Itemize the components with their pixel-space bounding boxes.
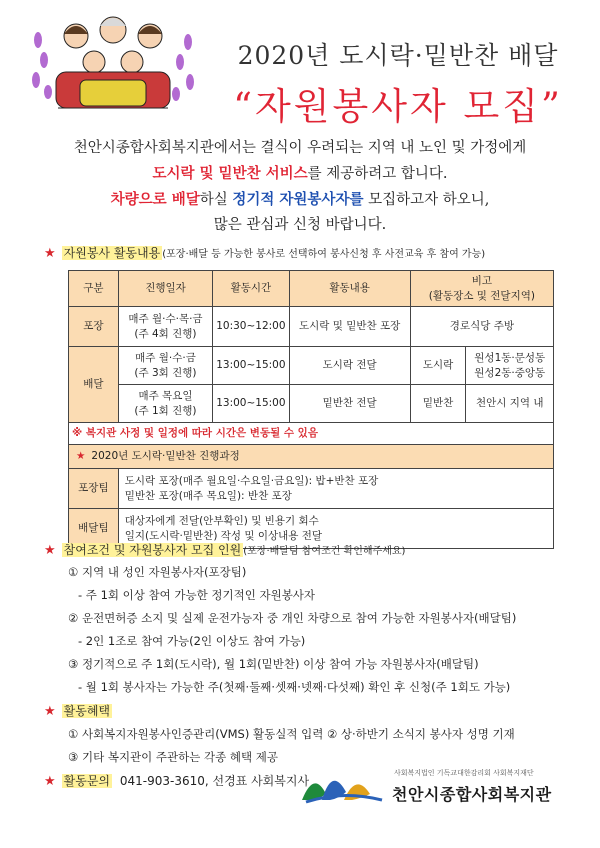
- logo-mark-icon: [300, 764, 384, 804]
- process-title-text: 2020년 도시락·밑반찬 진행과정: [91, 450, 240, 462]
- pack-date-days: 매주 월·수·목·금: [128, 312, 203, 325]
- process-title: [69, 445, 554, 469]
- intro-line-4: 많은 관심과 신청 바랍니다.: [213, 217, 387, 233]
- intro-regular-highlight: 정기적 자원봉사자를: [232, 191, 364, 208]
- table-process-row: [69, 445, 554, 469]
- headline-subtitle: 2020년 도시락·밑반찬 배달: [237, 41, 559, 70]
- table-warning-row: [69, 423, 554, 445]
- row-label-delivery: 배달: [69, 347, 119, 423]
- table-header-row: [69, 271, 554, 307]
- deliv1-area-2: 원성2동·중앙동: [474, 366, 546, 379]
- pack-date-count: (주 4회 진행): [134, 327, 197, 340]
- header-category: 구분: [69, 271, 119, 307]
- pack-date: [118, 307, 212, 347]
- intro-line-2: [20, 161, 580, 187]
- condition-2-detail: - 2인 1조로 참여 가능(2인 이상도 참여 가능): [78, 634, 306, 648]
- pack-team-line-1: 도시락 포장(매주 월요일·수요일·금요일): 밥+반찬 포장: [124, 474, 379, 487]
- intro-line-3: [20, 187, 580, 213]
- header-date: 진행일자: [118, 271, 212, 307]
- section-inquiry-title: 활동문의: [63, 774, 111, 788]
- deliv2-remark-area: 천안시 지역 내: [466, 385, 554, 423]
- deliv1-date: [118, 347, 212, 385]
- deliv2-date-days: 매주 목요일: [138, 389, 193, 402]
- condition-3-detail: - 월 1회 봉사자는 가능한 주(첫째·둘째·셋째·넷째·다섯째) 확인 후 신청(주 1회도 가능): [78, 680, 511, 694]
- logo-subtitle: 사회복지법인 기독교대한감리회 사회복지재단: [394, 769, 534, 777]
- deliv2-time: 13:00~15:00: [213, 385, 289, 423]
- schedule-change-warning: ※ 복지관 사정 및 일정에 따라 시간은 변동될 수 있음: [69, 423, 554, 445]
- organization-logo: [300, 762, 590, 812]
- deliv2-content: 밑반찬 전달: [289, 385, 410, 423]
- condition-2: ② 운전면허증 소지 및 실제 운전가능자 중 개인 차량으로 참여 가능한 자원봉사자(배달팀): [68, 611, 517, 625]
- headline-title: “자원봉사자 모집”: [233, 85, 563, 128]
- lavender-left: [32, 32, 52, 99]
- deliv2-date: [118, 385, 212, 423]
- lavender-right: [172, 34, 194, 101]
- pack-team-line-2: 밑반찬 포장(매주 목요일): 반찬 포장: [124, 489, 292, 502]
- intro-vehicle-highlight: 차량으로 배달: [110, 191, 200, 208]
- delivery-team-line-1: 대상자에게 전달(안부확인) 및 빈용기 회수: [124, 514, 319, 527]
- deliv1-remark-type: 도시락: [410, 347, 466, 385]
- section-conditions: [44, 541, 405, 558]
- pack-time: 10:30~12:00: [213, 307, 289, 347]
- deliv1-time: 13:00~15:00: [213, 347, 289, 385]
- pack-remark: 경로식당 주방: [410, 307, 553, 347]
- deliv1-remark-area: [466, 347, 554, 385]
- delivery-team-line-2: 일지(도시락·밑반찬) 작성 및 이상내용 전달: [124, 529, 323, 542]
- table-row-pack-team: [69, 469, 554, 509]
- logo-name: 천안시종합사회복지관: [392, 785, 552, 804]
- benefit-3: ③ 기타 복지관이 주관하는 각종 혜택 제공: [68, 750, 278, 764]
- inquiry-contact: 041-903-3610, 선경표 사회복지사: [119, 774, 310, 788]
- table-row-delivery-sidedish: [69, 385, 554, 423]
- deliv1-date-days: 매주 월·수·금: [135, 351, 196, 364]
- section-activity-title: 자원봉사 활동내용: [63, 246, 161, 260]
- intro-line-3-rest: 모집하고자 하오니,: [363, 192, 490, 208]
- section-benefits: [44, 702, 112, 719]
- intro-service-highlight: 도시락 및 밑반찬 서비스: [152, 165, 308, 182]
- intro-paragraph: [20, 136, 580, 238]
- deliv2-date-count: (주 1회 진행): [134, 404, 197, 417]
- star-icon: ★: [44, 246, 56, 261]
- deliv2-remark-type: 밑반찬: [410, 385, 466, 423]
- deliv1-area-1: 원성1동·문성동: [474, 351, 546, 364]
- deliv1-content: 도시락 전달: [289, 347, 410, 385]
- intro-line-3-mid: 하실: [199, 192, 233, 208]
- star-icon: ★: [44, 704, 56, 719]
- deliv1-date-count: (주 3회 진행): [134, 366, 197, 379]
- header-remark-main: 비고: [471, 274, 493, 287]
- header-content: 활동내용: [289, 271, 410, 307]
- section-conditions-title: 참여조건 및 자원봉사자 모집 인원: [63, 543, 242, 557]
- condition-1: ① 지역 내 성인 자원봉사자(포장팀): [68, 565, 247, 579]
- table-row-delivery-lunchbox: [69, 347, 554, 385]
- volunteers-illustration: [28, 10, 198, 118]
- section-benefits-title: 활동혜택: [63, 704, 111, 718]
- pack-team-label: 포장팀: [69, 469, 119, 509]
- header-remark: [410, 271, 553, 307]
- section-activity-content: [44, 244, 485, 261]
- star-icon: ★: [44, 774, 56, 789]
- header-remark-sub: (활동장소 및 전달지역): [428, 289, 535, 302]
- section-inquiry: [44, 772, 309, 789]
- section-conditions-note: (포장·배달팀 참여조건 확인해주세요): [243, 546, 406, 557]
- delivery-team-label: 배달팀: [69, 509, 119, 549]
- pack-content: 도시락 및 밑반찬 포장: [289, 307, 410, 347]
- intro-line-2-rest: 를 제공하려고 합니다.: [307, 166, 448, 182]
- condition-1-detail: - 주 1회 이상 참여 가능한 정기적인 자원봉사자: [78, 588, 316, 602]
- row-label-pack: 포장: [69, 307, 119, 347]
- condition-3: ③ 정기적으로 주 1회(도시락), 월 1회(밑반찬) 이상 참여 가능 자원봉사자(배달팀): [68, 657, 479, 671]
- table-row-pack: [69, 307, 554, 347]
- benefit-1-2: ① 사회복지자원봉사인증관리(VMS) 활동실적 입력 ② 상·하반기 소식지 봉사자 성명 기재: [68, 727, 515, 741]
- pack-team-desc: [118, 469, 553, 509]
- intro-line-1: 천안시종합사회복지관에서는 결식이 우려되는 지역 내 노인 및 가정에게: [73, 140, 527, 156]
- star-icon: ★: [76, 450, 86, 462]
- header-time: 활동시간: [213, 271, 289, 307]
- activity-table: [68, 270, 554, 549]
- star-icon: ★: [44, 543, 56, 558]
- section-activity-note: (포장·배달 등 가능한 봉사로 선택하여 봉사신청 후 사전교육 후 참여 가능): [162, 249, 486, 260]
